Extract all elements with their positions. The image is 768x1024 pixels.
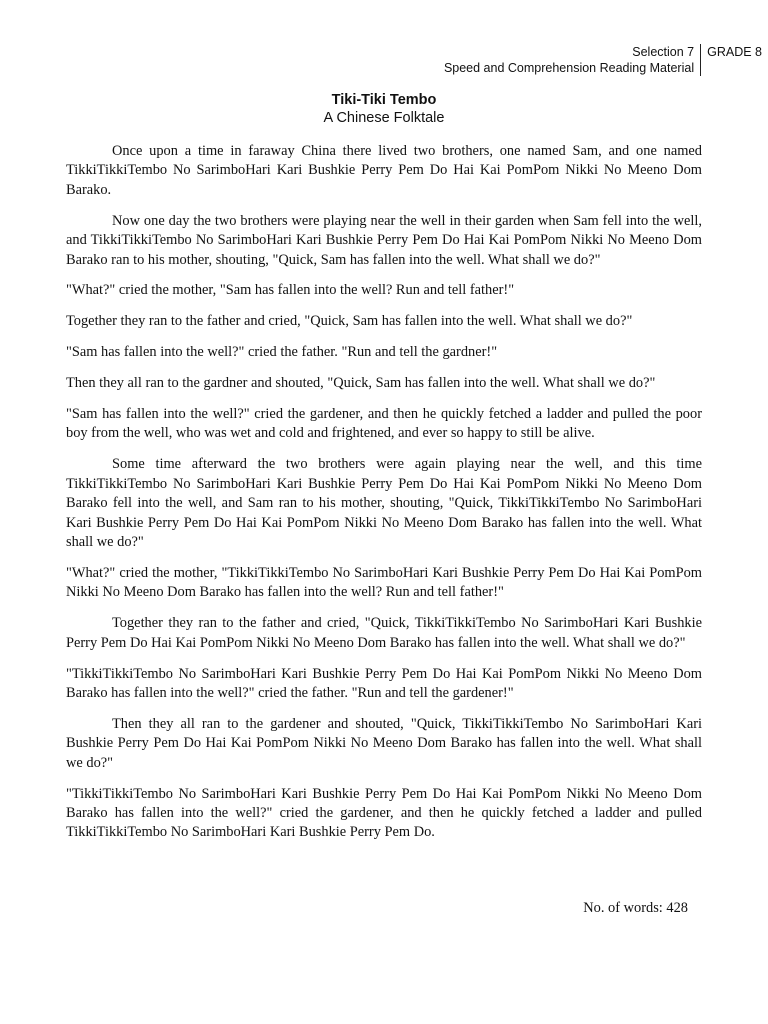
selection-label: Selection 7 bbox=[632, 45, 695, 59]
page-header bbox=[444, 44, 768, 76]
header-right-block bbox=[701, 44, 768, 76]
title-block bbox=[0, 92, 768, 127]
story-paragraph: Some time afterward the two brothers were again playing near the well, and this time TikkiTikkiTembo No SarimboHari Kari Bushkie Perry Pem Do Hai Kai PomPom Nikki No Meeno Dom Barako fell into the well, and Sam ran to his mother, shouting, "Quick, TikkiTikkiTembo No SarimboHari Kari Bushkie Perry Pem Do Hai Kai PomPom Nikki No Meeno Dom Barako has fallen into the well. What shall we do?" bbox=[66, 456, 702, 550]
story-paragraph: Then they all ran to the gardener and shouted, "Quick, TikkiTikkiTembo No SarimboHari Kari Bushkie Perry Pem Do Hai Kai PomPom Nikki No Meeno Dom Barako has fallen into the well. What shall we do?" bbox=[66, 715, 702, 771]
material-label: Speed and Comprehension Reading Material bbox=[443, 61, 695, 75]
story-paragraph: Now one day the two brothers were playing near the well in their garden when Sam fell into the well, and TikkiTikkiTembo No SarimboHari Kari Bushkie Perry Pem Do Hai Kai PomPom Nikki No Meeno Dom Barako ran to his mother, shouting, "Quick, Sam has fallen into the well. What shall we do?" bbox=[66, 212, 702, 268]
story-paragraph: "Sam has fallen into the well?" cried the gardener, and then he quickly fetched a ladder and pulled the poor boy from the well, who was wet and cold and frightened, and ever so happy to still be alive. bbox=[66, 406, 702, 442]
story-subtitle: A Chinese Folktale bbox=[323, 110, 445, 126]
story-paragraph: Then they all ran to the gardner and shouted, "Quick, Sam has fallen into the well. What shall we do?" bbox=[66, 375, 656, 392]
story-paragraph: "What?" cried the mother, "Sam has fallen into the well? Run and tell father!" bbox=[66, 282, 515, 299]
story-paragraph: Together they ran to the father and cried, "Quick, Sam has fallen into the well. What shall we do?" bbox=[66, 313, 633, 330]
story-paragraph: "TikkiTikkiTembo No SarimboHari Kari Bushkie Perry Pem Do Hai Kai PomPom Nikki No Meeno Dom Barako has fallen into the well?" cried the gardener, and then he quickly fetched a ladder and pulled TikkiTikkiTembo No SarimboHari Kari Bushkie Perry Pem Do. bbox=[66, 785, 702, 841]
story-paragraph: Once upon a time in faraway China there lived two brothers, one named Sam, and one named TikkiTikkiTembo No SarimboHari Kari Bushkie Perry Pem Do Hai Kai PomPom Nikki No Meeno Dom Barako. bbox=[66, 143, 702, 198]
story-body bbox=[66, 142, 702, 854]
story-paragraph: "What?" cried the mother, "TikkiTikkiTembo No SarimboHari Kari Bushkie Perry Pem Do Hai Kai PomPom Nikki No Meeno Dom Barako has fallen into the well? Run and tell father!" bbox=[66, 564, 702, 601]
story-paragraph: Together they ran to the father and cried, "Quick, TikkiTikkiTembo No SarimboHari Kari Bushkie Perry Pem Do Hai Kai PomPom Nikki No Meeno Dom Barako has fallen into the well. What shall we do?" bbox=[66, 615, 702, 651]
header-left-block bbox=[444, 44, 701, 76]
story-paragraph: "TikkiTikkiTembo No SarimboHari Kari Bushkie Perry Pem Do Hai Kai PomPom Nikki No Meeno Dom Barako has fallen into the well?" cried the father. "Run and tell the gardener!" bbox=[66, 665, 702, 701]
story-title: Tiki-Tiki Tembo bbox=[331, 92, 437, 108]
story-paragraph: "Sam has fallen into the well?" cried the father. "Run and tell the gardner!" bbox=[66, 344, 498, 361]
word-count: No. of words: 428 bbox=[583, 900, 688, 916]
grade-label: GRADE 8 bbox=[707, 45, 762, 59]
